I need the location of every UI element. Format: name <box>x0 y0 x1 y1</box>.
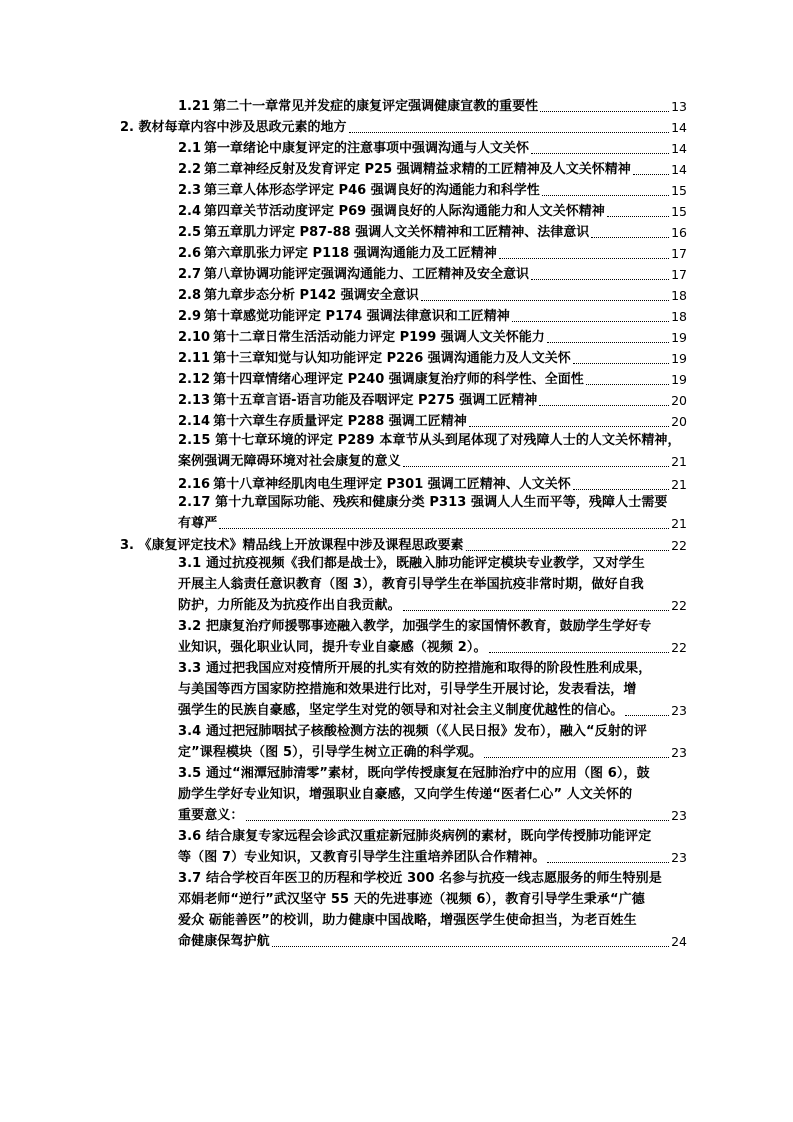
dot-leader <box>512 321 669 322</box>
toc-entry-label: 第十八章神经肌肉电生理评定 P301 强调工匠精神、人文关怀 <box>213 477 571 492</box>
toc-entry-line: 3.6 结合康复专家远程会诊武汉重症新冠肺炎病例的素材，既向学传授肺功能评定 <box>178 829 652 844</box>
toc-page-number: 23 <box>671 850 687 865</box>
toc-page-number: 22 <box>671 598 687 613</box>
toc-entry-label: 第十章感觉功能评定 P174 强调法律意识和工匠精神 <box>204 309 510 324</box>
toc-page-number: 14 <box>671 141 687 156</box>
toc-entry-number: 2.8 <box>178 288 202 303</box>
toc-entry-line: 重要意义： <box>178 808 244 823</box>
toc-entry-label: 第十二章日常生活活动能力评定 P199 强调人文关怀能力 <box>213 330 545 345</box>
toc-entry-line: 业知识，强化职业认同，提升专业自豪感（视频 2）。 <box>178 640 487 655</box>
toc-page-number: 14 <box>671 162 687 177</box>
toc-entry-2-12[interactable] <box>178 371 687 389</box>
toc-entry-number: 2.4 <box>178 204 202 219</box>
toc-page-number: 17 <box>671 246 687 261</box>
toc-entry-number: 2.2 <box>178 162 202 177</box>
toc-entry-number: 2.12 <box>178 372 211 387</box>
toc-entry-label-cont: 有尊严 <box>178 516 218 531</box>
toc-entry-label: 第二章神经反射及发育评定 P25 强调精益求精的工匠精神及人文关怀精神 <box>204 162 631 177</box>
toc-entry-line: 3.7 结合学校百年医卫的历程和学校近 300 名参与抗疫一线志愿服务的师生特别是 <box>178 871 662 886</box>
dot-leader <box>469 426 669 427</box>
toc-page-number: 23 <box>671 745 687 760</box>
dot-leader <box>586 384 669 385</box>
toc-entry-line: 与美国等西方国家防控措施和效果进行比对，引导学生开展讨论，发表看法，增 <box>178 682 637 697</box>
toc-page-number: 13 <box>671 99 687 114</box>
dot-leader <box>607 216 669 217</box>
toc-entry-2-13[interactable] <box>178 392 687 410</box>
toc-entry-label: 第四章关节活动度评定 P69 强调良好的人际沟通能力和人文关怀精神 <box>204 204 605 219</box>
dot-leader <box>484 757 669 758</box>
toc-entry-label: 第八章协调功能评定强调沟通能力、工匠精神及安全意识 <box>204 267 530 282</box>
toc-entry-2-2[interactable] <box>178 161 687 179</box>
toc-entry-2-4[interactable] <box>178 203 687 221</box>
dot-leader <box>547 342 669 343</box>
toc-page-number: 19 <box>671 372 687 387</box>
toc-entry-line: 命健康保驾护航 <box>178 934 270 949</box>
toc-entry-number: 2.7 <box>178 267 202 282</box>
toc-entry-label: 第三章人体形态学评定 P46 强调良好的沟通能力和科学性 <box>204 183 540 198</box>
toc-entry-number: 2.9 <box>178 309 202 324</box>
toc-entry-line: 防护，力所能及为抗疫作出自我贡献。 <box>178 598 401 613</box>
dot-leader <box>547 862 669 863</box>
toc-entry-3-3[interactable] <box>178 658 687 721</box>
toc-entry-3-1[interactable] <box>178 553 687 616</box>
toc-entry-2-1[interactable] <box>178 140 687 158</box>
toc-page-number: 15 <box>671 204 687 219</box>
dot-leader <box>219 528 669 529</box>
dot-leader <box>573 489 669 490</box>
toc-entry-line: 励学生学好专业知识，增强职业自豪感，又向学生传递“医者仁心” 人文关怀的 <box>178 787 633 802</box>
toc-entry-line: 邓娟老师“逆行”武汉坚守 55 天的先进事迹（视频 6），教育引导学生秉承“广德 <box>178 892 645 907</box>
toc-entry-line: 3.1 通过抗疫视频《我们都是战士》，既融入肺功能评定模块专业教学，又对学生 <box>178 556 645 571</box>
toc-entry-number: 1.21 <box>178 99 211 114</box>
dot-leader <box>466 550 670 551</box>
dot-leader <box>403 466 669 467</box>
toc-page-number: 24 <box>671 934 687 949</box>
toc-entry-label: 第六章肌张力评定 P118 强调沟通能力及工匠精神 <box>204 246 497 261</box>
dot-leader <box>542 195 669 196</box>
toc-entry-1-21[interactable] <box>178 98 687 116</box>
dot-leader <box>403 610 669 611</box>
dot-leader <box>531 153 669 154</box>
toc-page-number: 18 <box>671 288 687 303</box>
toc-entry-label: 第二十一章常见并发症的康复评定强调健康宣教的重要性 <box>213 99 539 114</box>
toc-page-number: 23 <box>671 703 687 718</box>
toc-entry-2-8[interactable] <box>178 287 687 305</box>
dot-leader <box>539 405 669 406</box>
toc-entry-line: 3.3 通过把我国应对疫情所开展的扎实有效的防控措施和取得的阶段性胜利成果， <box>178 661 652 676</box>
toc-entry-label: 第一章绪论中康复评定的注意事项中强调沟通与人文关怀 <box>204 141 530 156</box>
toc-page-number: 23 <box>671 808 687 823</box>
dot-leader <box>591 237 669 238</box>
toc-entry-label: 2.17 第十九章国际功能、残疾和健康分类 P313 强调人人生而平等，残障人士需要 <box>178 495 668 510</box>
dot-leader <box>499 258 669 259</box>
toc-section-label: 3. 《康复评定技术》精品线上开放课程中涉及课程思政要素 <box>120 538 464 553</box>
toc-entry-number: 2.6 <box>178 246 202 261</box>
toc-page-number: 22 <box>671 538 687 553</box>
dot-leader <box>246 820 670 821</box>
toc-entry-3-7[interactable] <box>178 868 687 952</box>
toc-entry-number: 2.14 <box>178 414 211 429</box>
dot-leader <box>573 363 669 364</box>
toc-page-number: 20 <box>671 414 687 429</box>
toc-page-number: 22 <box>671 640 687 655</box>
dot-leader <box>349 132 670 133</box>
toc-entry-2-6[interactable] <box>178 245 687 263</box>
toc-entry-label: 第十六章生存质量评定 P288 强调工匠精神 <box>213 414 467 429</box>
toc-entry-label: 2.15 第十七章环境的评定 P289 本章节从头到尾体现了对残障人士的人文关怀精神， <box>178 433 681 448</box>
toc-entry-label: 第十四章情绪心理评定 P240 强调康复治疗师的科学性、全面性 <box>213 372 584 387</box>
dot-leader <box>633 174 669 175</box>
toc-section-label: 2. 教材每章内容中涉及思政元素的地方 <box>120 120 347 135</box>
dot-leader <box>625 715 669 716</box>
toc-page-number: 21 <box>671 477 687 492</box>
toc-entry-number: 2.10 <box>178 330 211 345</box>
toc-entry-2-3[interactable] <box>178 182 687 200</box>
toc-page-number: 15 <box>671 183 687 198</box>
toc-entry-number: 2.16 <box>178 477 211 492</box>
toc-page-number: 21 <box>671 516 687 531</box>
dot-leader <box>421 300 669 301</box>
toc-entry-3-2[interactable] <box>178 616 687 658</box>
toc-entry-2-17[interactable] <box>178 492 687 534</box>
toc-page-number: 21 <box>671 454 687 469</box>
toc-page-number: 16 <box>671 225 687 240</box>
toc-entry-number: 2.11 <box>178 351 211 366</box>
toc-entry-2-15[interactable] <box>178 430 687 472</box>
toc-entry-2-5[interactable] <box>178 224 687 242</box>
toc-entry-label: 第五章肌力评定 P87-88 强调人文关怀精神和工匠精神、法律意识 <box>204 225 590 240</box>
toc-entry-line: 爱众 砺能善医”的校训，助力健康中国战略，增强医学生使命担当，为老百姓生 <box>178 913 637 928</box>
toc-entry-label: 第十五章言语-语言功能及吞咽评定 P275 强调工匠精神 <box>213 393 538 408</box>
toc-entry-number: 2.3 <box>178 183 202 198</box>
toc-page-number: 18 <box>671 309 687 324</box>
toc-entry-3-5[interactable] <box>178 763 687 826</box>
toc-entry-label-cont: 案例强调无障碍环境对社会康复的意义 <box>178 454 401 469</box>
toc-entry-2-9[interactable] <box>178 308 687 326</box>
dot-leader <box>272 946 669 947</box>
toc-page-number: 17 <box>671 267 687 282</box>
toc-entry-3-4[interactable] <box>178 721 687 763</box>
toc-page-number: 20 <box>671 393 687 408</box>
toc-entry-line: 3.5 通过“湘潭冠肺清零”素材，既向学传授康复在冠肺治疗中的应用（图 6），鼓 <box>178 766 650 781</box>
toc-page-number: 19 <box>671 330 687 345</box>
toc-entry-2-7[interactable] <box>178 266 687 284</box>
toc-page-number: 19 <box>671 351 687 366</box>
toc-entry-line: 开展主人翁责任意识教育（图 3），教育引导学生在举国抗疫非常时期，做好自我 <box>178 577 644 592</box>
toc-entry-line: 3.4 通过把冠肺咽拭子核酸检测方法的视频（《人民日报》发布），融入“反射的评 <box>178 724 647 739</box>
toc-entry-line: 定”课程模块（图 5），引导学生树立正确的科学观。 <box>178 745 483 760</box>
toc-section-2[interactable] <box>120 119 687 137</box>
toc-entry-line: 强学生的民族自豪感，坚定学生对党的领导和对社会主义制度优越性的信心。 <box>178 703 624 718</box>
toc-page-number: 14 <box>671 120 687 135</box>
dot-leader <box>489 652 670 653</box>
dot-leader <box>531 279 669 280</box>
toc-entry-line: 等（图 7）专业知识，又教育引导学生注重培养团队合作精神。 <box>178 850 546 865</box>
toc-entry-number: 2.5 <box>178 225 202 240</box>
toc-entry-label: 第十三章知觉与认知功能评定 P226 强调沟通能力及人文关怀 <box>213 351 571 366</box>
toc-entry-number: 2.13 <box>178 393 211 408</box>
toc-entry-label: 第九章步态分析 P142 强调安全意识 <box>204 288 419 303</box>
toc-entry-2-10[interactable] <box>178 329 687 347</box>
toc-entry-2-14[interactable] <box>178 413 687 431</box>
toc-entry-2-11[interactable] <box>178 350 687 368</box>
toc-entry-3-6[interactable] <box>178 826 687 868</box>
dot-leader <box>540 111 669 112</box>
toc-entry-number: 2.1 <box>178 141 202 156</box>
toc-entry-line: 3.2 把康复治疗师援鄂事迹融入教学，加强学生的家国情怀教育，鼓励学生学好专 <box>178 619 652 634</box>
